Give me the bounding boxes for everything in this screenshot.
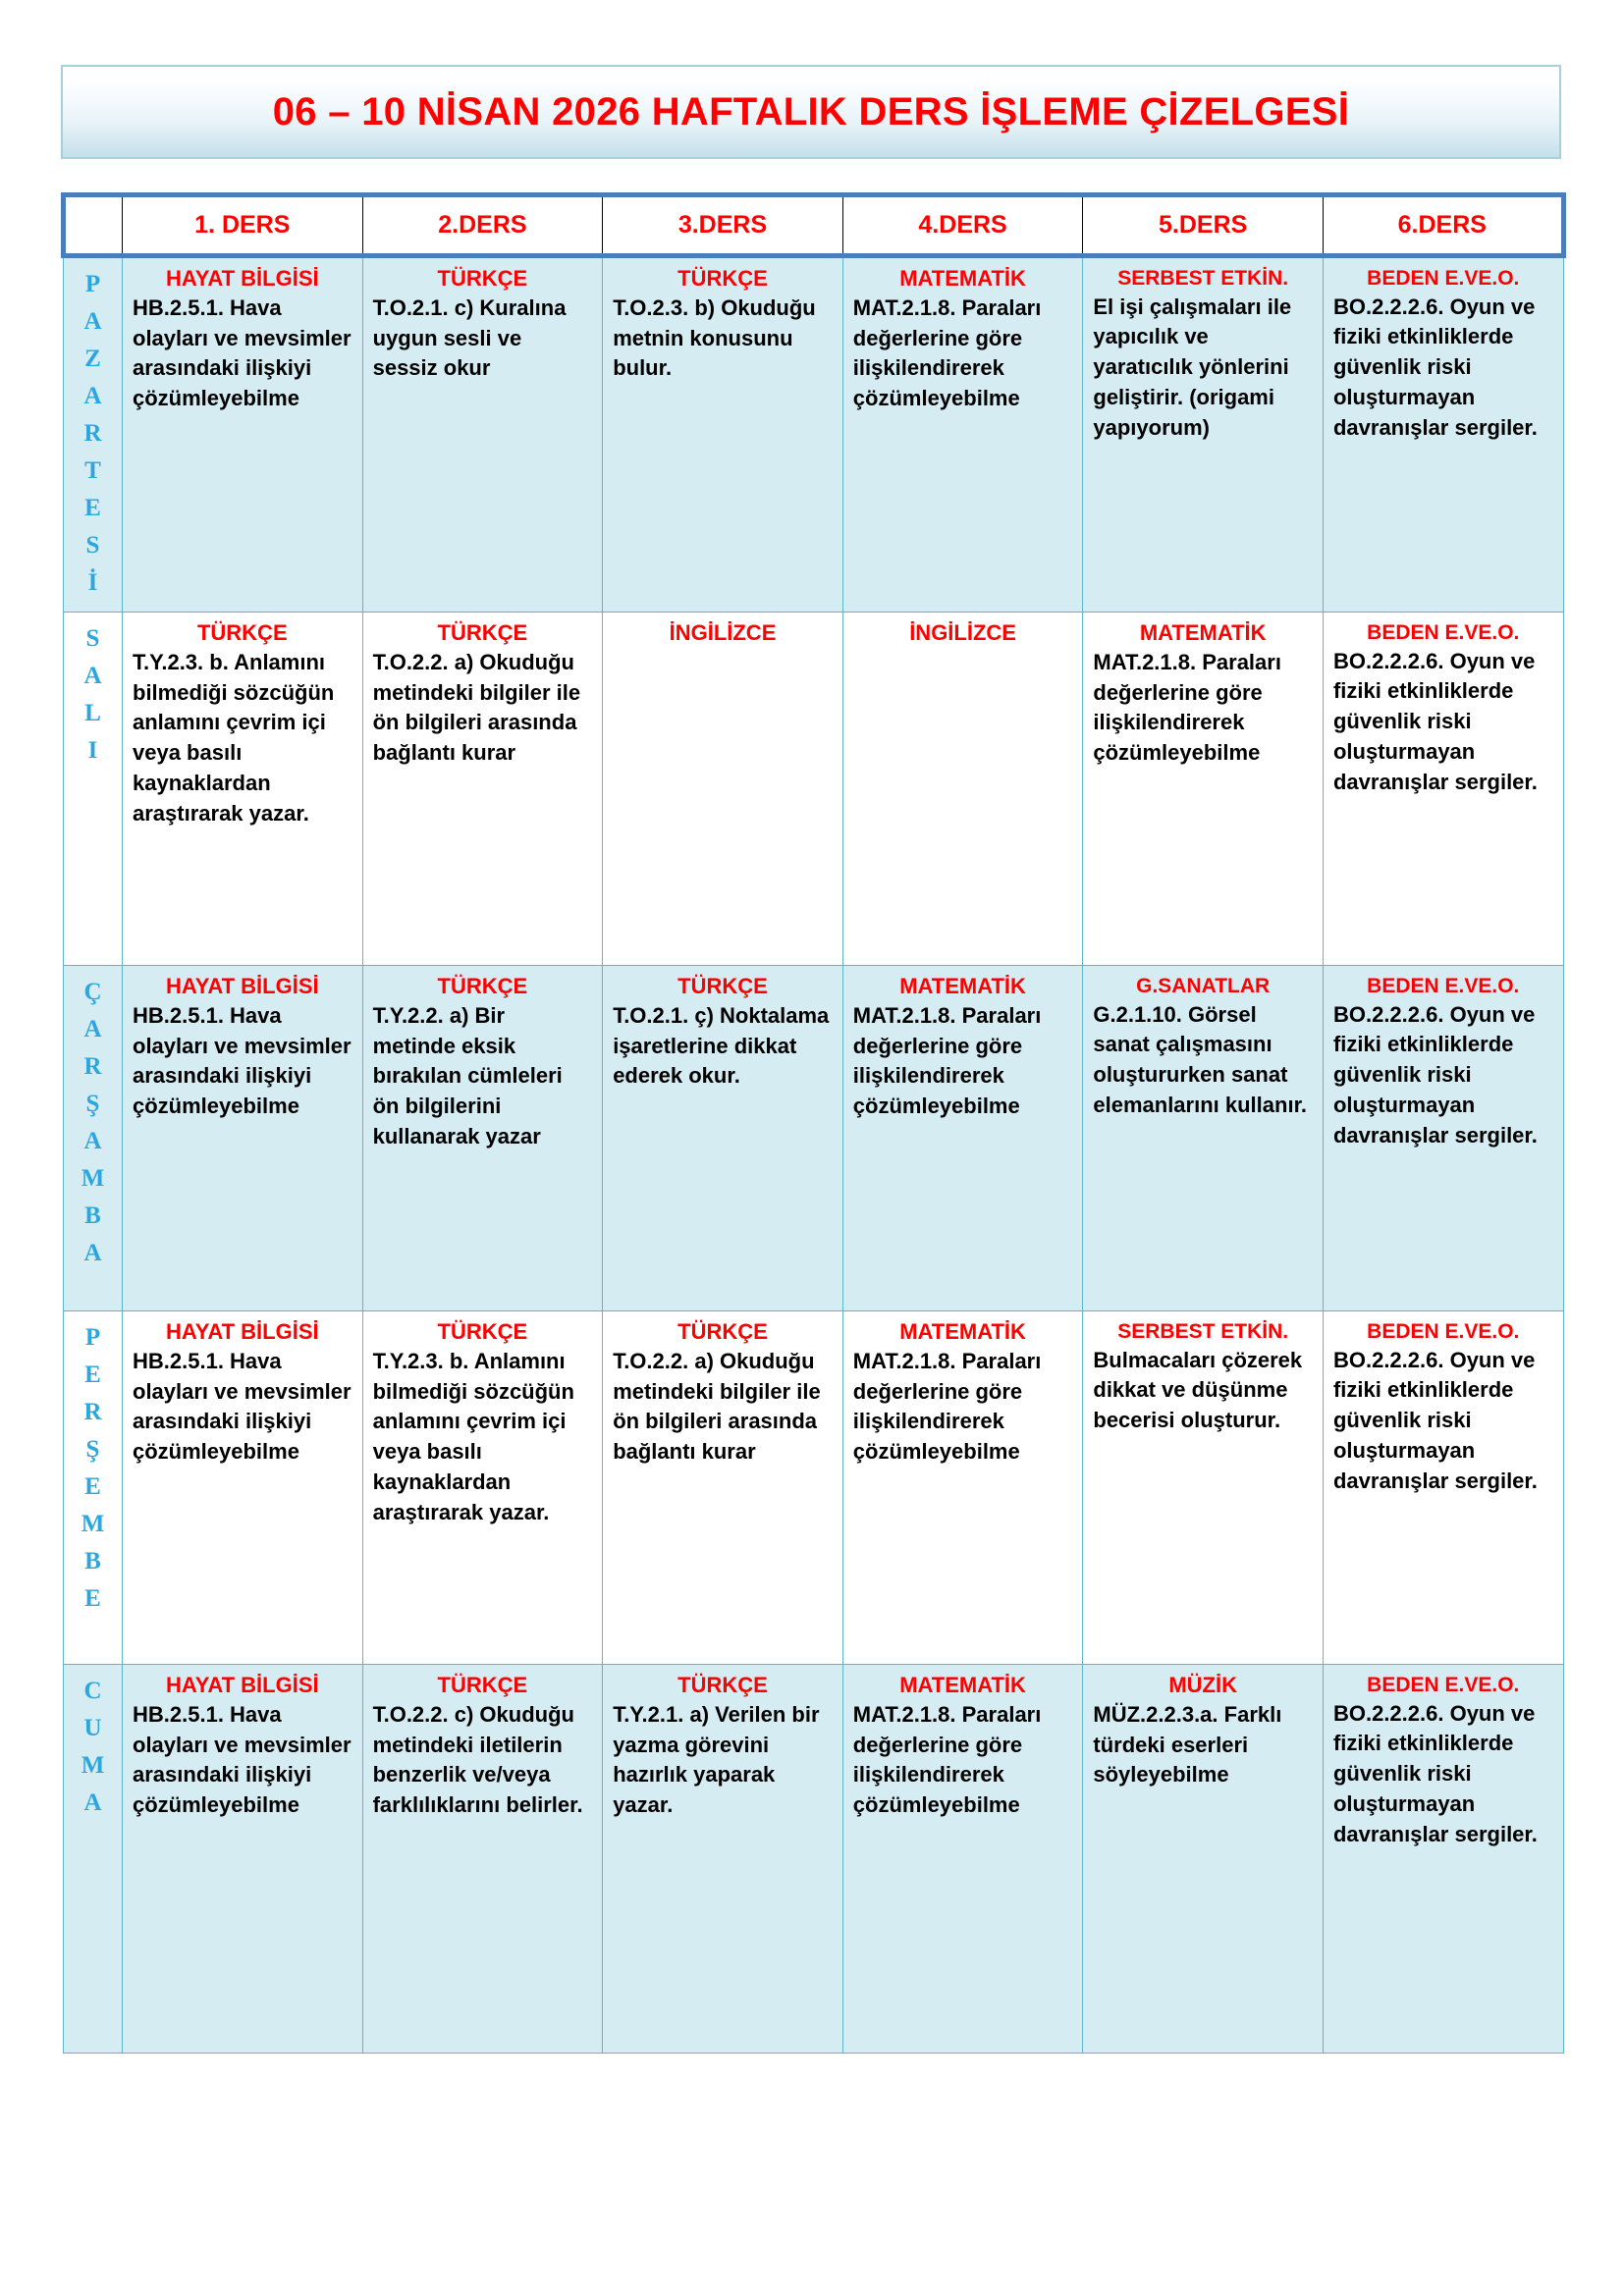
subject-name: TÜRKÇE [437, 620, 528, 645]
column-header-lesson-1: 1. DERS [123, 195, 363, 256]
objective-text: BO.2.2.2.6. Oyun ve fiziki etkinliklerde güvenlik riski oluşturmayan davranışlar sergiler. [1332, 294, 1538, 440]
objective-text: T.O.2.1. ç) Noktalama işaretlerine dikkat ederek okur. [613, 1002, 830, 1089]
objective-text: MÜZ.2.2.3.a. Farklı türdeki eserleri söyleyebilme [1093, 1701, 1282, 1788]
lesson-cell-wednesday-3 [603, 966, 843, 1311]
lesson-cell-wednesday-2 [362, 966, 603, 1311]
day-label-letters: P E R Ş E M B E [81, 1324, 105, 1612]
subject-name: BEDEN E.VE.O. [1367, 1674, 1520, 1696]
lesson-cell-wednesday-6 [1323, 966, 1563, 1311]
table-header [64, 195, 1564, 256]
column-header-lesson-6: 6.DERS [1323, 195, 1563, 256]
table-row-wednesday [64, 966, 1564, 1311]
subject-name: MATEMATİK [899, 1673, 1026, 1697]
lesson-cell-monday-2 [362, 256, 603, 613]
lesson-cell-tuesday-1 [123, 613, 363, 966]
table-row-friday [64, 1665, 1564, 2054]
subject-name: HAYAT BİLGİSİ [165, 974, 319, 998]
subject-name: HAYAT BİLGİSİ [165, 1319, 319, 1344]
lesson-cell-thursday-3 [603, 1311, 843, 1665]
subject-name: HAYAT BİLGİSİ [165, 1673, 319, 1697]
lesson-cell-thursday-5 [1083, 1311, 1324, 1665]
objective-text: BO.2.2.2.6. Oyun ve fiziki etkinliklerde güvenlik riski oluşturmayan davranışlar sergiler. [1332, 648, 1538, 794]
subject-name: SERBEST ETKİN. [1117, 1320, 1289, 1343]
lesson-cell-monday-6 [1323, 256, 1563, 613]
objective-text: MAT.2.1.8. Paraları değerlerine göre ilişkilendirerek çözümleyebilme [852, 1701, 1042, 1818]
objective-text: MAT.2.1.8. Paraları değerlerine göre ilişkilendirerek çözümleyebilme [852, 1348, 1042, 1465]
subject-name: SERBEST ETKİN. [1117, 267, 1289, 290]
column-header-day [64, 195, 123, 256]
lesson-cell-monday-5 [1083, 256, 1324, 613]
objective-text: HB.2.5.1. Hava olayları ve mevsimler arasındaki ilişkiyi çözümleyebilme [133, 1002, 352, 1119]
lesson-cell-friday-5 [1083, 1665, 1324, 2054]
objective-text: Bulmacaları çözerek dikkat ve düşünme becerisi oluşturur. [1093, 1347, 1303, 1433]
subject-name: İNGİLİZCE [909, 620, 1016, 645]
subject-name: BEDEN E.VE.O. [1367, 975, 1520, 997]
subject-name: HAYAT BİLGİSİ [165, 266, 319, 291]
column-header-lesson-5: 5.DERS [1083, 195, 1324, 256]
lesson-cell-wednesday-1 [123, 966, 363, 1311]
lesson-cell-tuesday-2 [362, 613, 603, 966]
objective-text: HB.2.5.1. Hava olayları ve mevsimler arasındaki ilişkiyi çözümleyebilme [133, 1701, 352, 1818]
lesson-cell-monday-1 [123, 256, 363, 613]
lesson-cell-thursday-2 [362, 1311, 603, 1665]
page-title: 06 – 10 NİSAN 2026 HAFTALIK DERS İŞLEME ÇİZELGESİ [272, 90, 1350, 133]
subject-name: TÜRKÇE [677, 266, 768, 291]
subject-name: TÜRKÇE [437, 974, 528, 998]
lesson-cell-thursday-6 [1323, 1311, 1563, 1665]
lesson-cell-thursday-4 [842, 1311, 1083, 1665]
subject-name: İNGİLİZCE [669, 620, 777, 645]
day-label-letters: S A L I [83, 625, 102, 764]
subject-name: TÜRKÇE [677, 1319, 768, 1344]
subject-name: TÜRKÇE [437, 266, 528, 291]
lesson-cell-tuesday-6 [1323, 613, 1563, 966]
table-row-tuesday [64, 613, 1564, 966]
day-label-friday [64, 1665, 123, 2054]
objective-text: HB.2.5.1. Hava olayları ve mevsimler arasındaki ilişkiyi çözümleyebilme [133, 294, 352, 411]
subject-name: MATEMATİK [899, 1319, 1026, 1344]
subject-name: TÜRKÇE [677, 974, 768, 998]
objective-text: T.O.2.2. a) Okuduğu metindeki bilgiler ile ön bilgileri arasında bağlantı kurar [613, 1348, 821, 1465]
objective-text: El işi çalışmaları ile yapıcılık ve yaratıcılık yönlerini geliştirir. (origami yapıyorum) [1093, 294, 1292, 440]
lesson-cell-wednesday-4 [842, 966, 1083, 1311]
table-row-thursday [64, 1311, 1564, 1665]
subject-name: G.SANATLAR [1136, 975, 1271, 997]
subject-name: MATEMATİK [1139, 620, 1267, 645]
day-label-tuesday [64, 613, 123, 966]
lesson-cell-friday-4 [842, 1665, 1083, 2054]
document-title-banner [61, 65, 1561, 159]
objective-text: T.O.2.1. c) Kuralına uygun sesli ve sessiz okur [372, 294, 567, 381]
table-row-monday [64, 256, 1564, 613]
subject-name: TÜRKÇE [677, 1673, 768, 1697]
lesson-cell-thursday-1 [123, 1311, 363, 1665]
subject-name: MATEMATİK [899, 266, 1026, 291]
objective-text: T.Y.2.3. b. Anlamını bilmediği sözcüğün anlamını çevrim içi veya basılı kaynaklardan araştırarak yazar. [133, 649, 335, 826]
lesson-cell-friday-6 [1323, 1665, 1563, 2054]
lesson-cell-tuesday-5 [1083, 613, 1324, 966]
objective-text: MAT.2.1.8. Paraları değerlerine göre ilişkilendirerek çözümleyebilme [852, 294, 1042, 411]
objective-text: BO.2.2.2.6. Oyun ve fiziki etkinliklerde güvenlik riski oluşturmayan davranışlar sergiler. [1332, 1347, 1538, 1493]
objective-text: MAT.2.1.8. Paraları değerlerine göre ilişkilendirerek çözümleyebilme [1093, 649, 1281, 766]
weekly-schedule-table-wrapper [61, 192, 1561, 2054]
subject-name: MATEMATİK [899, 974, 1026, 998]
subject-name: BEDEN E.VE.O. [1367, 1320, 1520, 1343]
lesson-cell-monday-4 [842, 256, 1083, 613]
column-header-lesson-4: 4.DERS [842, 195, 1083, 256]
lesson-cell-monday-3 [603, 256, 843, 613]
column-header-lesson-2: 2.DERS [362, 195, 603, 256]
objective-text: T.Y.2.1. a) Verilen bir yazma görevini hazırlık yaparak yazar. [613, 1701, 820, 1818]
objective-text: G.2.1.10. Görsel sanat çalışmasını oluştururken sanat elemanlarını kullanır. [1093, 1001, 1308, 1117]
objective-text: T.Y.2.2. a) Bir metinde eksik bırakılan cümleleri ön bilgilerini kullanarak yazar [372, 1002, 563, 1149]
day-label-letters: Ç A R Ş A M B A [81, 979, 105, 1266]
table-body [64, 256, 1564, 2054]
subject-name: TÜRKÇE [437, 1319, 528, 1344]
weekly-schedule-table [61, 192, 1566, 2054]
lesson-cell-tuesday-3 [603, 613, 843, 966]
lesson-cell-tuesday-4 [842, 613, 1083, 966]
lesson-cell-friday-1 [123, 1665, 363, 2054]
objective-text: MAT.2.1.8. Paraları değerlerine göre ilişkilendirerek çözümleyebilme [852, 1002, 1042, 1119]
lesson-cell-friday-3 [603, 1665, 843, 2054]
day-label-letters: C U M A [81, 1678, 105, 1816]
day-label-letters: P A Z A R T E S İ [83, 271, 102, 596]
subject-name: TÜRKÇE [196, 620, 288, 645]
subject-name: BEDEN E.VE.O. [1367, 267, 1520, 290]
subject-name: TÜRKÇE [437, 1673, 528, 1697]
day-label-monday [64, 256, 123, 613]
lesson-cell-wednesday-5 [1083, 966, 1324, 1311]
objective-text: T.Y.2.3. b. Anlamını bilmediği sözcüğün anlamını çevrim içi veya basılı kaynaklardan araştırarak yazar. [372, 1348, 574, 1524]
objective-text: HB.2.5.1. Hava olayları ve mevsimler arasındaki ilişkiyi çözümleyebilme [133, 1348, 352, 1465]
day-label-wednesday [64, 966, 123, 1311]
subject-name: BEDEN E.VE.O. [1367, 621, 1520, 644]
column-header-lesson-3: 3.DERS [603, 195, 843, 256]
header-row [64, 195, 1564, 256]
objective-text: T.O.2.2. c) Okuduğu metindeki iletilerin benzerlik ve/veya farklılıklarını belirler. [372, 1701, 583, 1818]
objective-text: T.O.2.3. b) Okuduğu metnin konusunu bulur. [613, 294, 816, 381]
lesson-cell-friday-2 [362, 1665, 603, 2054]
day-label-thursday [64, 1311, 123, 1665]
objective-text: BO.2.2.2.6. Oyun ve fiziki etkinliklerde güvenlik riski oluşturmayan davranışlar sergiler. [1332, 1001, 1538, 1148]
objective-text: T.O.2.2. a) Okuduğu metindeki bilgiler ile ön bilgileri arasında bağlantı kurar [372, 649, 581, 766]
objective-text: BO.2.2.2.6. Oyun ve fiziki etkinliklerde güvenlik riski oluşturmayan davranışlar sergiler. [1332, 1700, 1538, 1846]
subject-name: MÜZİK [1168, 1673, 1237, 1697]
